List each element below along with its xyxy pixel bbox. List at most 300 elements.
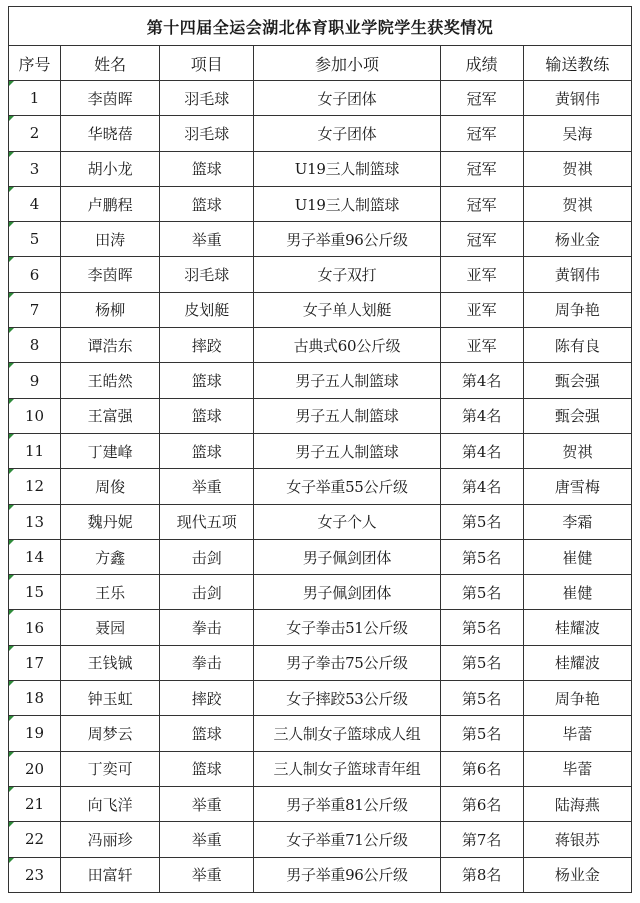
cell-name-text: 谭浩东 [87, 336, 133, 355]
cell-coach-text: 杨业金 [554, 866, 600, 885]
cell-event-text: 举重 [191, 795, 222, 814]
cell-seq-text: 13 [24, 512, 45, 531]
cell-event-text: 现代五项 [176, 513, 237, 532]
cell-seq [9, 222, 61, 257]
cell-event [160, 398, 254, 433]
cell-seq [9, 363, 61, 398]
cell-event-text: 举重 [191, 830, 222, 849]
cell-result [440, 716, 523, 751]
cell-coach-text: 吴海 [562, 124, 593, 143]
cell-result-text: 第5名 [461, 548, 502, 567]
award-table [8, 6, 632, 893]
cell-event [160, 328, 254, 363]
cell-result-text: 第7名 [461, 830, 502, 849]
cell-result [440, 328, 523, 363]
cell-name [61, 645, 160, 680]
cell-coach-text: 崔健 [562, 548, 593, 567]
cell-result-text: 第4名 [461, 477, 502, 496]
cell-seq [9, 81, 61, 116]
table-row [9, 504, 632, 539]
cell-name-text: 周梦云 [87, 724, 133, 743]
cell-coach-text: 崔健 [562, 583, 593, 602]
cell-seq [9, 116, 61, 151]
cell-result-text: 第5名 [461, 724, 502, 743]
cell-seq [9, 822, 61, 857]
cell-comment-marker [9, 399, 14, 404]
cell-seq-text: 7 [29, 300, 40, 319]
table-row [9, 398, 632, 433]
cell-event-text: 篮球 [191, 724, 222, 743]
cell-coach [523, 292, 631, 327]
cell-name [61, 716, 160, 751]
cell-result-text: 冠军 [466, 124, 497, 143]
cell-sub-event-text: 女子举重55公斤级 [286, 477, 408, 496]
cell-coach-text: 甄会强 [554, 372, 600, 391]
cell-seq [9, 504, 61, 539]
cell-coach [523, 363, 631, 398]
cell-name [61, 257, 160, 292]
cell-coach-text: 陆海燕 [554, 795, 600, 814]
cell-event [160, 645, 254, 680]
table-row [9, 786, 632, 821]
cell-event [160, 857, 254, 892]
cell-event-text: 羽毛球 [184, 266, 230, 285]
cell-name-text: 钟玉虹 [87, 689, 133, 708]
table-row [9, 328, 632, 363]
cell-event [160, 81, 254, 116]
header-name: 姓名 [61, 46, 160, 81]
header-event: 项目 [160, 46, 254, 81]
cell-event [160, 716, 254, 751]
cell-seq [9, 328, 61, 363]
cell-name [61, 292, 160, 327]
cell-comment-marker [9, 363, 14, 368]
cell-result-text: 第8名 [461, 866, 502, 885]
header-coach: 输送教练 [523, 46, 631, 81]
table-row [9, 575, 632, 610]
cell-coach [523, 681, 631, 716]
cell-event [160, 681, 254, 716]
cell-name [61, 328, 160, 363]
cell-name-text: 胡小龙 [87, 160, 133, 179]
cell-coach [523, 433, 631, 468]
cell-comment-marker [9, 681, 14, 686]
cell-sub-event-text: 女子单人划艇 [302, 301, 392, 320]
cell-seq-text: 23 [24, 865, 45, 884]
cell-coach [523, 822, 631, 857]
cell-name [61, 610, 160, 645]
cell-coach-text: 唐雪梅 [554, 477, 600, 496]
cell-event-text: 篮球 [191, 442, 222, 461]
cell-sub-event-text: 男子佩剑团体 [302, 583, 392, 602]
table-row [9, 857, 632, 892]
cell-coach [523, 186, 631, 221]
cell-name-text: 田富轩 [87, 866, 133, 885]
cell-name [61, 822, 160, 857]
cell-sub-event [254, 222, 440, 257]
table-row [9, 186, 632, 221]
header-seq: 序号 [9, 46, 61, 81]
cell-name-text: 田涛 [95, 230, 126, 249]
cell-coach [523, 469, 631, 504]
cell-name-text: 周俊 [95, 477, 126, 496]
cell-sub-event [254, 433, 440, 468]
cell-coach-text: 毕蕾 [562, 724, 593, 743]
cell-result [440, 645, 523, 680]
cell-sub-event-text: 女子双打 [317, 266, 377, 285]
cell-sub-event [254, 116, 440, 151]
cell-sub-event [254, 539, 440, 574]
cell-seq-text: 6 [29, 265, 40, 284]
cell-event [160, 786, 254, 821]
cell-sub-event [254, 81, 440, 116]
cell-result-text: 第5名 [461, 689, 502, 708]
cell-result-text: 第4名 [461, 372, 502, 391]
cell-result [440, 116, 523, 151]
table-row [9, 116, 632, 151]
cell-result [440, 681, 523, 716]
cell-event [160, 222, 254, 257]
cell-coach-text: 贺祺 [562, 442, 593, 461]
cell-seq [9, 751, 61, 786]
table-row [9, 433, 632, 468]
cell-sub-event-text: 男子五人制篮球 [295, 407, 399, 426]
cell-coach [523, 857, 631, 892]
cell-result-text: 冠军 [466, 89, 497, 108]
cell-seq-text: 15 [24, 583, 45, 602]
cell-sub-event-text: 女子团体 [317, 89, 377, 108]
cell-seq-text: 22 [24, 830, 45, 849]
cell-event [160, 610, 254, 645]
cell-comment-marker [9, 646, 14, 651]
cell-result [440, 857, 523, 892]
cell-name-text: 丁奕可 [87, 760, 133, 779]
cell-comment-marker [9, 469, 14, 474]
cell-name-text: 丁建峰 [87, 442, 133, 461]
cell-result-text: 第5名 [461, 583, 502, 602]
cell-comment-marker [9, 540, 14, 545]
cell-coach-text: 陈有良 [554, 336, 600, 355]
cell-seq [9, 645, 61, 680]
cell-result [440, 151, 523, 186]
cell-coach [523, 398, 631, 433]
cell-seq-text: 20 [24, 759, 45, 778]
cell-sub-event-text: U19三人制篮球 [294, 160, 400, 179]
cell-coach [523, 539, 631, 574]
cell-name-text: 卢鹏程 [87, 195, 133, 214]
cell-name [61, 751, 160, 786]
cell-sub-event-text: 古典式60公斤级 [293, 336, 401, 355]
cell-event-text: 羽毛球 [184, 89, 230, 108]
cell-name-text: 魏丹妮 [87, 513, 133, 532]
cell-seq-text: 14 [24, 548, 45, 566]
table-row [9, 222, 632, 257]
cell-event-text: 举重 [191, 477, 222, 496]
cell-coach-text: 周争艳 [554, 689, 600, 708]
cell-sub-event-text: 男子举重81公斤级 [286, 795, 408, 814]
cell-comment-marker [9, 187, 14, 192]
cell-coach [523, 716, 631, 751]
cell-coach [523, 116, 631, 151]
table-row [9, 822, 632, 857]
header-sub-event: 参加小项 [254, 46, 440, 81]
cell-seq-text: 17 [24, 653, 45, 672]
cell-event [160, 186, 254, 221]
table-body [9, 81, 632, 893]
cell-coach-text: 蒋银苏 [554, 830, 600, 849]
cell-coach-text: 杨业金 [554, 230, 600, 249]
cell-result [440, 575, 523, 610]
cell-sub-event [254, 151, 440, 186]
cell-event-text: 摔跤 [191, 689, 222, 708]
cell-result-text: 冠军 [466, 160, 497, 179]
cell-name-text: 冯丽珍 [87, 830, 133, 849]
cell-sub-event [254, 786, 440, 821]
cell-seq-text: 21 [24, 795, 45, 814]
cell-comment-marker [9, 787, 14, 792]
cell-sub-event [254, 504, 440, 539]
cell-name-text: 王富强 [87, 407, 133, 426]
cell-comment-marker [9, 81, 14, 86]
cell-sub-event [254, 610, 440, 645]
cell-seq [9, 575, 61, 610]
cell-sub-event [254, 292, 440, 327]
cell-name [61, 81, 160, 116]
cell-seq-text: 8 [29, 336, 40, 355]
cell-event-text: 篮球 [191, 195, 222, 214]
cell-seq-text: 18 [24, 689, 45, 708]
cell-result [440, 610, 523, 645]
cell-sub-event [254, 751, 440, 786]
cell-name [61, 116, 160, 151]
cell-name-text: 华晓蓓 [87, 124, 133, 143]
cell-event-text: 篮球 [191, 407, 222, 426]
cell-event-text: 击剑 [191, 583, 222, 602]
cell-comment-marker [9, 858, 14, 863]
cell-event [160, 363, 254, 398]
cell-seq-text: 9 [29, 371, 40, 390]
cell-seq-text: 5 [29, 230, 40, 249]
cell-result-text: 第5名 [461, 513, 502, 532]
cell-seq [9, 716, 61, 751]
cell-comment-marker [9, 822, 14, 827]
cell-seq [9, 469, 61, 504]
cell-coach-text: 李霜 [562, 513, 593, 532]
cell-result [440, 186, 523, 221]
cell-event [160, 469, 254, 504]
cell-name [61, 786, 160, 821]
cell-coach [523, 751, 631, 786]
cell-result-text: 第6名 [461, 760, 502, 779]
table-row [9, 292, 632, 327]
cell-coach-text: 贺祺 [562, 160, 593, 179]
cell-coach [523, 504, 631, 539]
cell-comment-marker [9, 152, 14, 157]
cell-seq-text: 4 [29, 195, 40, 214]
cell-sub-event [254, 645, 440, 680]
cell-comment-marker [9, 434, 14, 439]
cell-event [160, 822, 254, 857]
cell-sub-event-text: 女子团体 [317, 124, 377, 143]
table-row [9, 469, 632, 504]
cell-event [160, 575, 254, 610]
cell-seq-text: 11 [24, 442, 45, 461]
cell-result [440, 257, 523, 292]
cell-name-text: 王皓然 [87, 372, 133, 391]
cell-comment-marker [9, 116, 14, 121]
cell-result [440, 539, 523, 574]
cell-result [440, 363, 523, 398]
cell-name-text: 杨柳 [95, 301, 126, 320]
cell-name-text: 李茵晖 [87, 266, 133, 285]
table-row [9, 610, 632, 645]
cell-result [440, 786, 523, 821]
cell-event [160, 539, 254, 574]
cell-sub-event [254, 681, 440, 716]
cell-result [440, 292, 523, 327]
cell-event-text: 击剑 [191, 548, 222, 567]
cell-coach [523, 222, 631, 257]
cell-name [61, 363, 160, 398]
cell-result-text: 冠军 [466, 230, 497, 249]
cell-result [440, 469, 523, 504]
cell-sub-event [254, 857, 440, 892]
cell-sub-event-text: 女子举重71公斤级 [286, 830, 408, 849]
cell-seq [9, 539, 61, 574]
cell-result [440, 822, 523, 857]
cell-comment-marker [9, 293, 14, 298]
cell-seq [9, 610, 61, 645]
cell-name [61, 186, 160, 221]
cell-sub-event [254, 328, 440, 363]
cell-sub-event-text: 女子个人 [317, 513, 377, 532]
cell-name-text: 向飞洋 [87, 795, 133, 814]
cell-coach [523, 257, 631, 292]
cell-comment-marker [9, 575, 14, 580]
cell-sub-event-text: 男子举重96公斤级 [286, 866, 408, 885]
cell-sub-event-text: 男子佩剑团体 [302, 548, 392, 567]
cell-seq [9, 186, 61, 221]
cell-comment-marker [9, 222, 14, 227]
table-row [9, 751, 632, 786]
cell-coach [523, 610, 631, 645]
table-row [9, 539, 632, 574]
cell-sub-event-text: 女子拳击51公斤级 [286, 619, 408, 638]
table-title: 第十四届全运会湖北体育职业学院学生获奖情况 [9, 7, 632, 46]
header-row [9, 46, 632, 81]
cell-sub-event [254, 186, 440, 221]
cell-sub-event [254, 363, 440, 398]
cell-event-text: 拳击 [191, 619, 222, 638]
cell-seq-text: 19 [24, 724, 45, 743]
cell-sub-event-text: 三人制女子篮球成人组 [273, 724, 421, 743]
cell-coach-text: 贺祺 [562, 195, 593, 214]
cell-seq [9, 857, 61, 892]
cell-seq-text: 16 [24, 618, 45, 637]
cell-event-text: 皮划艇 [184, 301, 230, 320]
cell-event [160, 151, 254, 186]
cell-seq-text: 3 [29, 159, 40, 178]
cell-comment-marker [9, 716, 14, 721]
cell-name [61, 433, 160, 468]
cell-result-text: 第5名 [461, 619, 502, 638]
cell-sub-event-text: 男子五人制篮球 [295, 372, 399, 391]
cell-comment-marker [9, 328, 14, 333]
table-row [9, 257, 632, 292]
cell-sub-event-text: 女子摔跤53公斤级 [286, 689, 408, 708]
cell-event [160, 433, 254, 468]
cell-result-text: 第4名 [461, 442, 502, 461]
cell-name [61, 681, 160, 716]
cell-event-text: 拳击 [191, 654, 222, 673]
cell-coach [523, 645, 631, 680]
cell-coach-text: 黄钢伟 [554, 266, 600, 285]
cell-name [61, 151, 160, 186]
cell-event-text: 羽毛球 [184, 124, 230, 143]
cell-event-text: 举重 [191, 866, 222, 885]
cell-sub-event [254, 257, 440, 292]
cell-name [61, 469, 160, 504]
cell-sub-event-text: 男子拳击75公斤级 [286, 654, 408, 673]
cell-event-text: 篮球 [191, 760, 222, 779]
cell-sub-event [254, 575, 440, 610]
cell-coach-text: 黄钢伟 [554, 89, 600, 108]
cell-name-text: 聂园 [95, 619, 126, 638]
cell-name [61, 857, 160, 892]
cell-seq [9, 292, 61, 327]
cell-name-text: 方鑫 [95, 548, 126, 567]
cell-event-text: 篮球 [191, 160, 222, 179]
cell-name-text: 王乐 [95, 583, 126, 602]
cell-coach [523, 786, 631, 821]
cell-coach-text: 毕蕾 [562, 760, 593, 779]
table-row [9, 363, 632, 398]
cell-sub-event [254, 469, 440, 504]
cell-result [440, 504, 523, 539]
cell-coach-text: 桂耀波 [554, 654, 600, 673]
cell-sub-event [254, 398, 440, 433]
cell-result [440, 398, 523, 433]
cell-event-text: 举重 [191, 230, 222, 249]
cell-comment-marker [9, 610, 14, 615]
cell-coach [523, 328, 631, 363]
cell-name-text: 李茵晖 [87, 89, 133, 108]
table-row [9, 645, 632, 680]
cell-sub-event-text: 男子举重96公斤级 [286, 230, 408, 249]
header-result: 成绩 [440, 46, 523, 81]
cell-result-text: 亚军 [466, 336, 497, 355]
cell-name [61, 539, 160, 574]
cell-result-text: 第6名 [461, 795, 502, 814]
cell-seq-text: 12 [24, 477, 45, 496]
cell-coach-text: 周争艳 [554, 301, 600, 320]
cell-event [160, 292, 254, 327]
cell-sub-event-text: 男子五人制篮球 [295, 442, 399, 461]
cell-sub-event [254, 822, 440, 857]
cell-result-text: 亚军 [466, 301, 497, 320]
cell-result-text: 冠军 [466, 195, 497, 214]
cell-coach [523, 151, 631, 186]
cell-sub-event [254, 716, 440, 751]
cell-seq [9, 151, 61, 186]
cell-event [160, 504, 254, 539]
cell-name [61, 222, 160, 257]
cell-name-text: 王钱铖 [87, 654, 133, 673]
cell-event [160, 257, 254, 292]
cell-comment-marker [9, 505, 14, 510]
cell-result [440, 751, 523, 786]
cell-seq [9, 786, 61, 821]
